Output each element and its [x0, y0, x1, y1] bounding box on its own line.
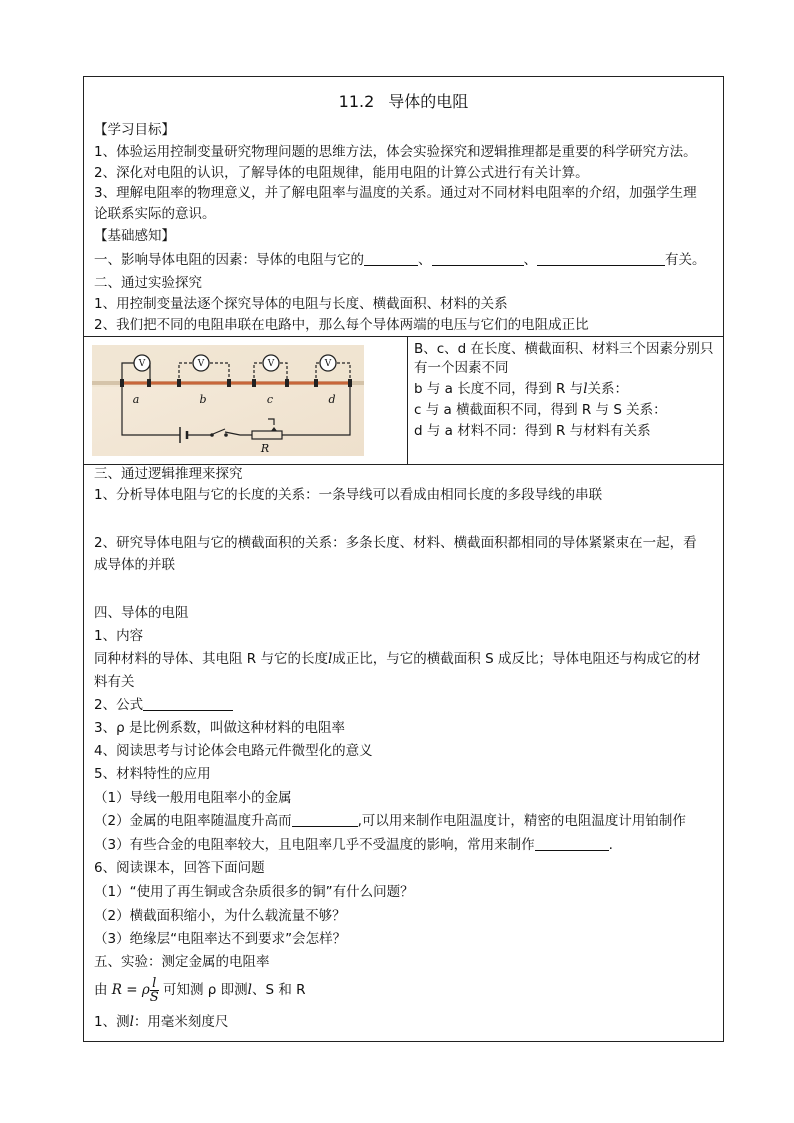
formula-label: 2、公式 [94, 697, 144, 713]
blank-1[interactable] [364, 251, 418, 266]
lab-formula-fraction [150, 977, 159, 1004]
lab-formula-post-a: 可知测 ρ 即测 [163, 982, 248, 998]
app-3-text: （3）有些合金的电阻率较大，且电阻率几乎不受温度的影响，常用来制作 [94, 837, 535, 853]
goal-2: 2、深化对电阻的认识，了解导体的电阻规律，能用电阻的计算公式进行有关计算。 [94, 165, 589, 181]
note-1-cont: 有一个因素不同 [414, 360, 509, 376]
worksheet-table [83, 76, 724, 1042]
question-3: （3）绝缘层“电阻率达不到要求”会怎样？ [94, 931, 347, 947]
blank-3[interactable] [537, 251, 665, 266]
logic-2-cont: 成导体的并联 [94, 557, 175, 573]
res-3: 3、ρ 是比例系数，叫做这种材料的电阻率 [94, 720, 345, 736]
logic-2: 2、研究导体电阻与它的横截面积的关系：多条长度、材料、横截面积都相同的导体紧紧束在一起，看 [94, 535, 697, 551]
app-1: （1）导线一般用电阻率小的金属 [94, 790, 292, 806]
lab-1 [94, 1012, 228, 1032]
logic-1: 1、分析导体电阻与它的长度的关系：一条导线可以看成由相同长度的多段导线的串联 [94, 487, 603, 503]
logic-header: 三、通过逻辑推理来探究 [94, 466, 243, 482]
lab-formula-lhs: R = ρ [111, 982, 150, 998]
res-5: 5、材料特性的应用 [94, 766, 211, 782]
voltmeter-label: V [324, 359, 332, 369]
question-2: （2）横截面积缩小，为什么载流量不够？ [94, 908, 346, 924]
formula-blank[interactable] [143, 696, 233, 711]
blank-2[interactable] [432, 251, 524, 266]
app-2-blank[interactable] [292, 812, 358, 827]
goal-3-cont: 论联系实际的意识。 [94, 206, 216, 222]
factors-text: 一、影响导体电阻的因素：导体的电阻与它的 [94, 252, 364, 268]
note-2-end: 关系： [587, 381, 629, 397]
wire-label-d: d [328, 393, 336, 406]
wire-label-a: a [132, 393, 140, 406]
exp-1: 1、用控制变量法逐个探究导体的电阻与长度、横截面积、材料的关系 [94, 296, 508, 312]
section-number: 11.2 [338, 92, 375, 111]
note-3: c 与 a 横截面积不同，得到 R 与 S 关系： [414, 402, 667, 418]
question-1: （1）“使用了再生铜或含杂质很多的铜”有什么问题？ [94, 884, 414, 900]
length-symbol: l [327, 651, 333, 667]
note-2-text: b 与 a 长度不同，得到 R 与 [414, 381, 584, 397]
note-4: d 与 a 材料不同：得到 R 与材料有关系 [414, 423, 651, 439]
page-title [84, 89, 723, 112]
length-symbol: l [247, 982, 252, 998]
goal-1: 1、体验运用控制变量研究物理问题的思维方法，体会实验探究和逻辑推理都是重要的科学研究方法。 [94, 144, 697, 160]
goal-3: 3、理解电阻率的物理意义，并了解电阻率与温度的关系。通过对不同材料电阻率的介绍，加强学生理 [94, 185, 697, 201]
resistance-header: 四、导体的电阻 [94, 605, 189, 621]
res-content-a: 同种材料的导体、其电阻 R 与它的长度 [94, 651, 328, 667]
res-content-label: 1、内容 [94, 628, 144, 644]
lab-1-text: 1、测 [94, 1014, 130, 1030]
voltmeter-label: V [197, 359, 205, 369]
app-3-blank[interactable] [535, 836, 609, 851]
res-6: 6、阅读课本，回答下面问题 [94, 860, 265, 876]
exp-header: 二、通过实验探究 [94, 275, 202, 291]
app-3-end: . [608, 837, 613, 853]
experiment-row [84, 336, 723, 465]
res-4: 4、阅读思考与讨论体会电路元件微型化的意义 [94, 743, 373, 759]
factors-sep-1: 、 [418, 252, 432, 268]
voltmeter-label: V [267, 359, 275, 369]
note-2 [414, 379, 628, 399]
column-divider [407, 337, 408, 464]
length-symbol: l [583, 381, 588, 397]
factors-sep-2: 、 [523, 252, 537, 268]
circuit-diagram [92, 345, 364, 456]
app-2 [94, 811, 686, 831]
wire-label-b: b [199, 393, 207, 406]
factors-end: 有关。 [665, 252, 706, 268]
formula-line [94, 695, 233, 715]
basics-header: 【基础感知】 [94, 228, 175, 244]
res-content-b: 成正比，与它的横截面积 S 成反比；导体电阻还与构成它的材 [332, 651, 701, 667]
lab-1-end: ：用毫米刻度尺 [133, 1014, 229, 1030]
resistor-label: R [260, 442, 270, 455]
factors-line [94, 250, 706, 270]
app-2-text: （2）金属的电阻率随温度升高而 [94, 813, 292, 829]
res-content-cont: 料有关 [94, 674, 135, 690]
lab-formula-pre: 由 [94, 982, 108, 998]
fraction-numerator: l [150, 977, 159, 991]
fraction-denominator: S [149, 989, 159, 1005]
voltmeter-label: V [138, 359, 146, 369]
app-3 [94, 835, 613, 855]
res-content [94, 649, 700, 669]
note-1: B、c、d 在长度、横截面积、材料三个因素分别只 [414, 341, 714, 357]
section-title: 导体的电阻 [388, 92, 469, 111]
lab-formula-line [94, 976, 306, 1004]
lab-formula-post-b: 、S 和 R [251, 982, 306, 998]
goals-header: 【学习目标】 [94, 122, 175, 138]
length-symbol: l [129, 1014, 134, 1030]
wire-label-c: c [266, 393, 274, 406]
app-2-end: ,可以用来制作电阻温度计，精密的电阻温度计用铂制作 [357, 813, 686, 829]
exp-2: 2、我们把不同的电阻串联在电路中，那么每个导体两端的电压与它们的电阻成正比 [94, 317, 589, 333]
lab-header: 五、实验：测定金属的电阻率 [94, 954, 270, 970]
